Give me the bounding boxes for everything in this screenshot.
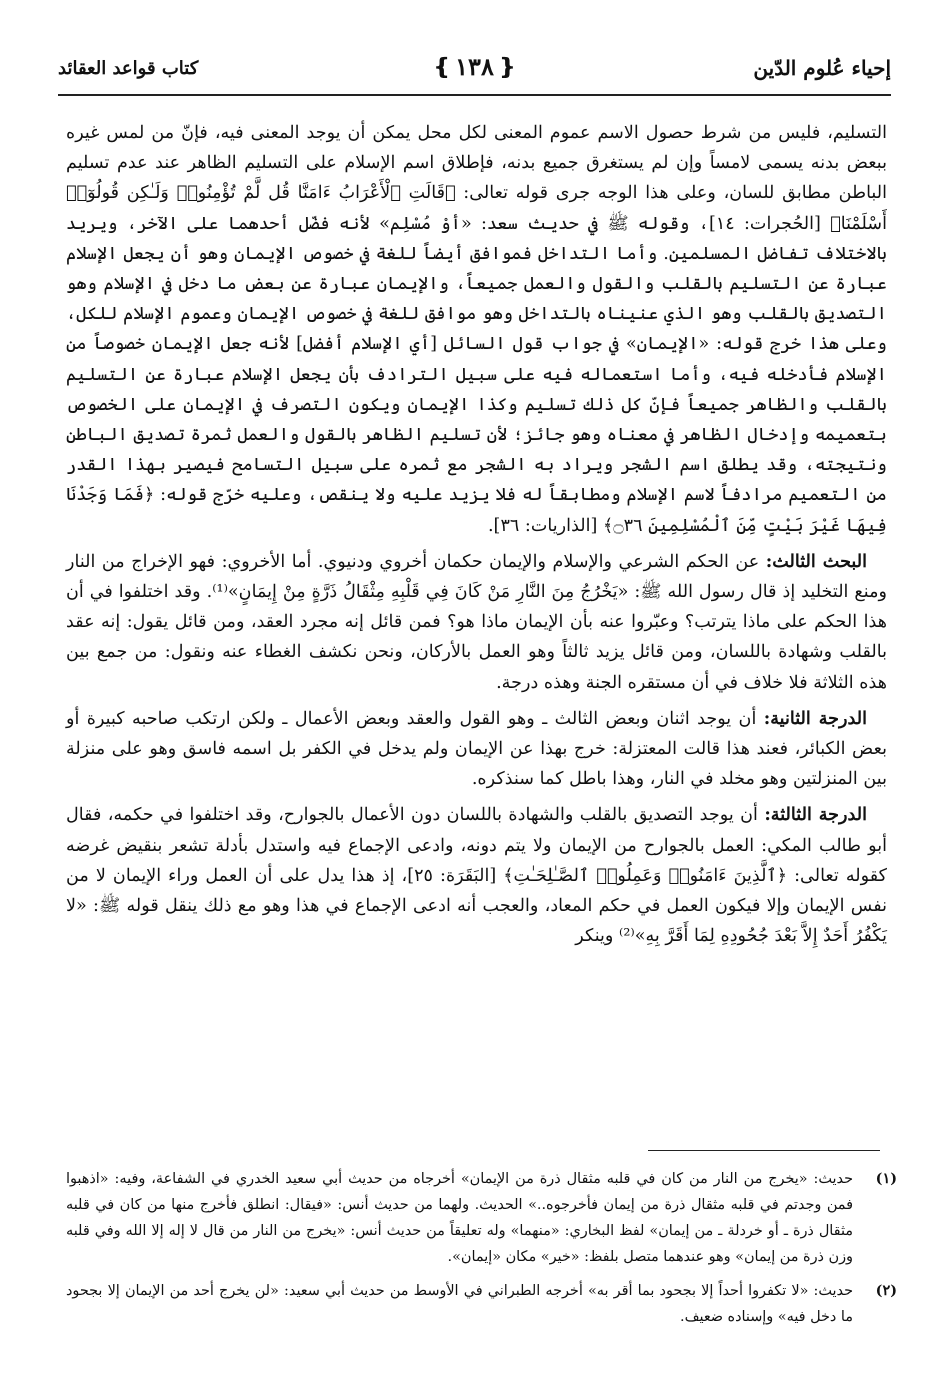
- footnote-1-text: حديث: «يخرج من النار من كان في قلبه مثقال ذرة من الإيمان» أخرجاه من حديث أبي سعيد الخدري في الشفاعة، وفيه: «اذهبوا فمن وجدتم في قلبه مثقال ذرة من إيمان فأخرجوه..» الحديث. ولهما من حديث أنس: «فيقال: انطلق فأخرج منها من كان في قلبه مثقال ذرة ـ أو خردلة ـ من إيمان» لفظ البخاري: «منهما» وله تعليقاً من حديث أنس: «يخرج من النار من قال لا إله إلا الله وفي قلبه وزن ذرة من إيمان» وهو عندهما متصل بلفظ: «خير» مكان «إيمان».: [66, 1171, 853, 1265]
- ornament-right-icon: ❴: [497, 53, 517, 80]
- page-header: [58, 50, 891, 96]
- paragraph-3-label: الدرجة الثانية:: [763, 707, 867, 729]
- book-title: إحياء عُلوم الدّين: [753, 56, 891, 80]
- paragraph-1: التسليم، فليس من شرط حصول الاسم عموم المعنى لكل محل يمكن أن يوجد المعنى فيه، فإنّ من لمس غيره ببعض بدنه يسمى لامساً وإن لم يستغرق جميع بدنه، فإطلاق اسم الإسلام على التسليم الظاهر عند عدم تسليم الباطن مطابق للسان، وعلى هذا الوجه جرى قوله تعالى: ﴿قَالَتِ ٱلْأَعْرَابُ ءَامَنَّا قُل لَّمْ تُؤْمِنُوا۟ وَلَـٰكِن قُولُوٓا۟ أَسْلَمْنَا﴾ [الحُجرات: ١٤]، وقوله ﷺ في حديث سعد: «أوْ مُسْلِم» لأنه فضّل أحدهما على الآخر، ويريد بالاختلاف تفاضل المسلمين. وأما التداخل فموافق أيضاً للغة في خصوص الإيمان وهو أن يجعل الإسلام عبارة عن التسليم بالقلب والقول والعمل جميعاً، والإيمان عبارة عن بعض ما دخل في الإسلام وهو التصديق بالقلب وهو الذي عنيناه بالتداخل وهو موافق للغة في خصوص الإيمان وعموم الإسلام للكل، وعلى هذا خرج قوله: «الإيمان» في جواب قول السائل [أي الإسلام أفضل] لأنه جعل الإيمان خصوصاً من الإسلام فأدخله فيه، وأما استعماله فيه على سبيل الترادف بأن يجعل الإسلام عبارة عن التسليم بالقلب والظاهر جميعاً فإنّ كل ذلك تسليم وكذا الإيمان ويكون التصرف في الإيمان على الخصوص بتعميمه وإدخال الظاهر في معناه وهو جائز؛ لأن تسليم الظاهر بالقول والعمل ثمرة تصديق الباطن ونتيجته، وقد يطلق اسم الشجر ويراد به الشجر مع ثمره على سبيل التسامح فيصير بهذا القدر من التعميم مرادفاً لاسم الإسلام ومطابقاً له فلا يزيد عليه ولا ينقص، وعليه خرّج قوله: ﴿فَمَا وَجَدْنَا فِيهَا غَيْرَ بَيْتٍ مِّنَ ٱلْمُسْلِمِينَ ۝٣٦﴾ [الذاريات: ٣٦].: [66, 123, 888, 536]
- footnote-2-text: حديث: «لا تكفروا أحداً إلا بجحود بما أقر به» أخرجه الطبراني في الأوسط من حديث أبي سعيد: «لن يخرج أحد من الإيمان إلا بجحود ما دخل فيه» وإسناده ضعيف.: [66, 1283, 853, 1325]
- paragraph-3: [66, 704, 887, 795]
- paragraph-2-label: البحث الثالث:: [765, 550, 867, 572]
- main-text: [66, 118, 887, 951]
- footnote-2-number: (٢): [875, 1282, 897, 1299]
- page-number-block: [433, 52, 517, 81]
- ornament-left-icon: ❵: [432, 53, 452, 80]
- section-title: كتاب قواعد العقائد: [58, 58, 199, 79]
- footnote-2: [66, 1278, 897, 1330]
- paragraph-4: [66, 800, 887, 951]
- paragraph-2-text: عن الحكم الشرعي والإسلام والإيمان حكمان أخروي ودنيوي. أما الأخروي: فهو الإخراج من النار ومنع التخليد إذ قال رسول الله ﷺ: «يَخْرُجُ مِنَ النَّارِ مَنْ كَانَ فِي قَلْبِهِ مِثْقَالُ ذَرَّةٍ مِنْ إِيمَانٍ»⁽¹⁾. وقد اختلفوا في أن هذا الحكم على ماذا يترتب؟ وعبّروا عنه بأن الإيمان ماذا هو؟ فمن قائل إنه مجرد العقد، ومن قائل يقول: إنه عقد بالقلب وشهادة باللسان، ومن قائل يزيد ثالثاً وهو العمل بالأركان، ونحن نكشف الغطاء عنه ونقول: من جمع بين هذه الثلاثة فلا خلاف في أن مستقره الجنة وهذه درجة.: [66, 551, 887, 693]
- footnote-1: [66, 1166, 897, 1270]
- paragraph-4-label: الدرجة الثالثة:: [764, 804, 868, 826]
- footnotes: [66, 1166, 897, 1338]
- paragraph-4-text: أن يوجد التصديق بالقلب والشهادة باللسان دون الأعمال بالجوارح، وقد اختلفوا في حكمه، فقال أبو طالب المكي: العمل بالجوارح من الإيمان ولا يتم دونه، وادعى الإجماع فيه واستدل بأدلة تشعر بنقيض غرضه كقوله تعالى: ﴿ٱلَّذِينَ ءَامَنُوا۟ وَعَمِلُوا۟ ٱلصَّـٰلِحَـٰتِ﴾ [البَقَرَة: ٢٥]، إذ هذا يدل على أن العمل وراء الإيمان لا من نفس الإيمان وإلا فيكون العمل في حكم المعاد، والعجب أنه ادعى الإجماع في هذا وهو مع ذلك ينقل قوله ﷺ: «لا يَكْفُرُ أَحَدٌ إِلاَّ بَعْدَ جُحُودِهِ لِمَا أَقَرَّ بِهِ»⁽²⁾ وينكر: [66, 805, 887, 947]
- paragraph-3-text: أن يوجد اثنان وبعض الثالث ـ وهو القول والعقد وبعض الأعمال ـ ولكن ارتكب صاحبه كبيرة أو بعض الكبائر، فعند هذا قالت المعتزلة: خرج بهذا عن الإيمان ولم يدخل في الكفر بل اسمه فاسق وهو على منزلة بين المنزلتين وهو مخلد في النار، وهذا باطل كما سنذكره.: [66, 708, 887, 790]
- paragraph-2: [66, 547, 887, 698]
- footnote-1-number: (١): [875, 1170, 897, 1187]
- footnote-divider: [648, 1150, 880, 1151]
- page-number: ١٣٨: [455, 52, 494, 81]
